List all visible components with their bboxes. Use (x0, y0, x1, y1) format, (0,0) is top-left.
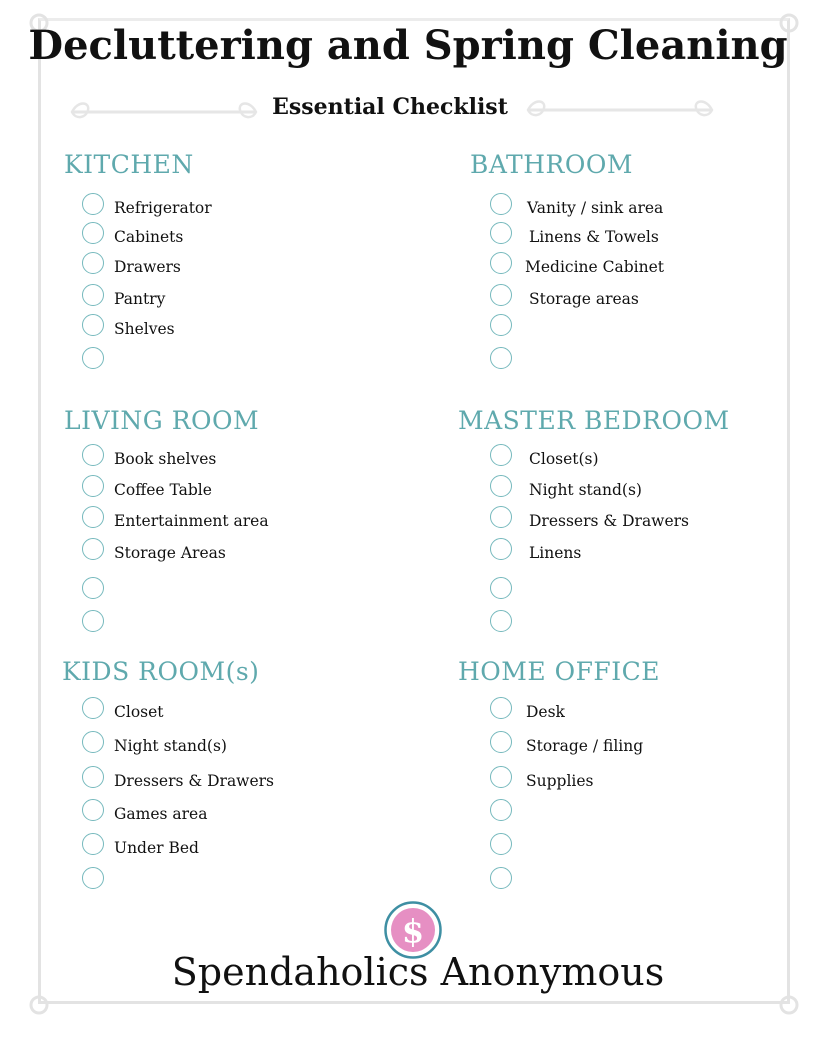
item-label: Dressers & Drawers (114, 772, 274, 790)
checkbox[interactable] (490, 314, 512, 336)
item-label: Games area (114, 805, 208, 823)
checkbox[interactable] (82, 193, 104, 215)
item-label: Pantry (114, 290, 166, 308)
checkbox[interactable] (82, 314, 104, 336)
section-kitchen (64, 150, 212, 338)
section-heading: KITCHEN (64, 150, 194, 179)
section-heading: MASTER BEDROOM (458, 406, 730, 435)
checkbox[interactable] (82, 475, 104, 497)
item-label: Refrigerator (114, 199, 212, 217)
item-label: Storage / filing (526, 737, 644, 755)
checkbox[interactable] (490, 444, 512, 466)
item-label: Closet(s) (529, 450, 599, 468)
section-heading: LIVING ROOM (64, 406, 260, 435)
checkbox[interactable] (490, 284, 512, 306)
checkbox[interactable] (490, 538, 512, 560)
item-label: Medicine Cabinet (525, 258, 665, 276)
checkbox[interactable] (490, 610, 512, 632)
page-subtitle: Essential Checklist (272, 94, 508, 120)
item-label: Coffee Table (114, 481, 212, 499)
checkbox[interactable] (82, 577, 104, 599)
section-bathroom (470, 150, 665, 308)
checkbox[interactable] (82, 284, 104, 306)
brand-name: Spendaholics Anonymous (171, 950, 665, 994)
item-label: Storage Areas (114, 544, 226, 562)
checkbox[interactable] (490, 799, 512, 821)
checkbox[interactable] (490, 252, 512, 274)
item-label: Cabinets (114, 228, 184, 246)
checkbox[interactable] (490, 697, 512, 719)
checkbox[interactable] (82, 799, 104, 821)
checkbox[interactable] (82, 610, 104, 632)
page-title: Decluttering and Spring Cleaning (28, 22, 788, 69)
item-label: Book shelves (114, 450, 217, 468)
checkbox[interactable] (82, 697, 104, 719)
section-kids-rooms (62, 657, 274, 857)
checkbox[interactable] (82, 538, 104, 560)
item-label: Storage areas (529, 290, 639, 308)
section-master-bedroom (458, 406, 730, 562)
section-home-office (458, 657, 661, 790)
item-label: Supplies (526, 772, 594, 790)
checkbox[interactable] (490, 506, 512, 528)
item-label: Closet (114, 703, 164, 721)
item-label: Under Bed (114, 839, 199, 857)
checkbox[interactable] (490, 577, 512, 599)
item-label: Entertainment area (114, 512, 269, 530)
checkbox[interactable] (490, 347, 512, 369)
item-label: Linens (529, 544, 582, 562)
item-label: Drawers (114, 258, 181, 276)
checkbox[interactable] (82, 867, 104, 889)
checkbox[interactable] (490, 193, 512, 215)
checkbox[interactable] (82, 252, 104, 274)
checkbox[interactable] (82, 766, 104, 788)
item-label: Night stand(s) (114, 737, 227, 755)
checkbox[interactable] (82, 347, 104, 369)
logo-symbol: $ (401, 912, 425, 950)
checkbox[interactable] (490, 222, 512, 244)
checkbox[interactable] (490, 867, 512, 889)
item-label: Linens & Towels (529, 228, 659, 246)
checkbox[interactable] (82, 444, 104, 466)
section-heading: KIDS ROOM(s) (62, 657, 260, 686)
section-heading: BATHROOM (470, 150, 633, 179)
checkbox[interactable] (490, 731, 512, 753)
item-label: Vanity / sink area (527, 199, 664, 217)
section-heading: HOME OFFICE (458, 657, 661, 686)
corner-ornament-bottom-right-icon (774, 990, 804, 1020)
item-label: Desk (526, 703, 565, 721)
section-living-room (64, 406, 269, 562)
checkbox[interactable] (490, 766, 512, 788)
checkbox[interactable] (490, 475, 512, 497)
flourish-right-icon (522, 96, 718, 124)
item-label: Dressers & Drawers (529, 512, 689, 530)
item-label: Shelves (114, 320, 175, 338)
checkbox[interactable] (490, 833, 512, 855)
checkbox[interactable] (82, 731, 104, 753)
checkbox[interactable] (82, 833, 104, 855)
corner-ornament-bottom-left-icon (24, 990, 54, 1020)
checkbox[interactable] (82, 222, 104, 244)
item-label: Night stand(s) (529, 481, 642, 499)
checkbox[interactable] (82, 506, 104, 528)
